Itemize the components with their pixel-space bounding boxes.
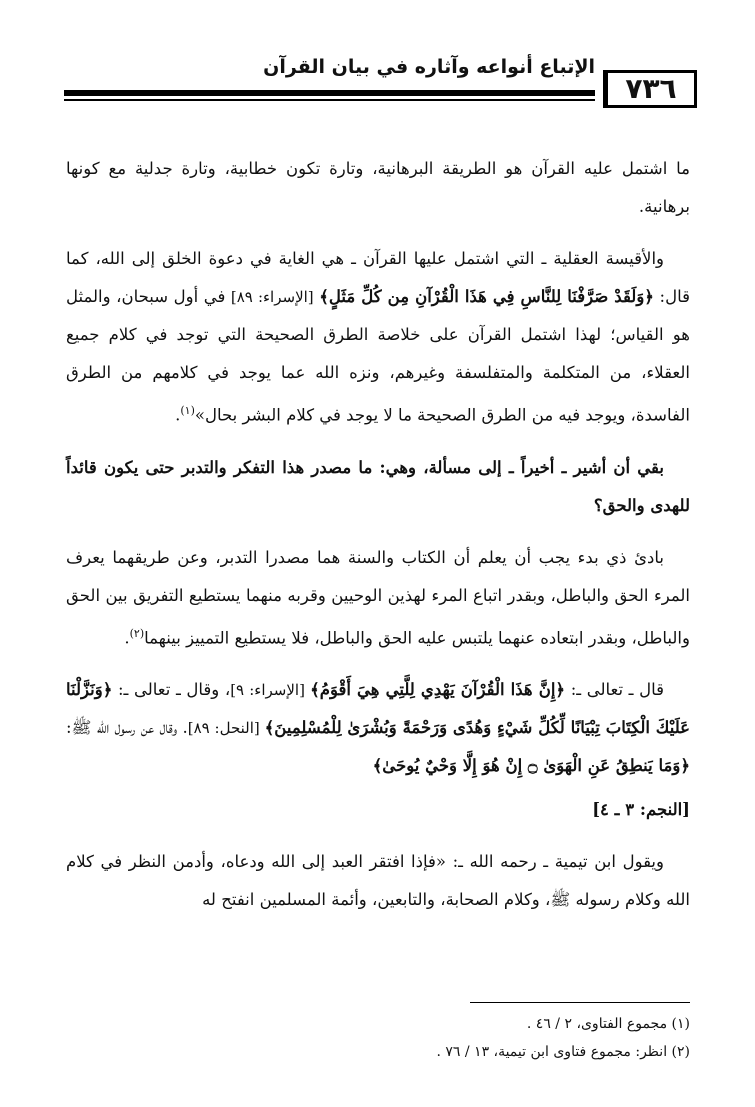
paragraph-2-text-a: والأقيسة العقلية ـ التي اشتمل عليها القرآن ـ هي الغاية في دعوة الخلق إلى الله، كما قال: — [66, 249, 690, 306]
running-title: الإتباع أنواعه وآثاره في بيان القرآن — [263, 56, 595, 78]
quran-verse-isra-89: ﴿وَلَقَدْ صَرَّفْنَا لِلنَّاسِ فِي هَذَا الْقُرْآنِ مِن كُلِّ مَثَلٍ﴾ — [319, 287, 654, 306]
page-header — [30, 52, 725, 104]
paragraph-5-text-c: . وقال عن رسول الله ﷺ: — [66, 718, 188, 737]
verse-reference-najm: [النجم: ٣ ـ ٤] — [592, 800, 690, 819]
paragraph-4 — [66, 539, 690, 658]
paragraph-2 — [66, 240, 690, 435]
quran-verse-isra-9: ﴿إِنَّ هَذَا الْقُرْآنَ يَهْدِي لِلَّتِي هِيَ أَقْوَمُ﴾ — [310, 680, 566, 699]
paragraph-3: بقي أن أشير ـ أخيراً ـ إلى مسألة، وهي: ما مصدر هذا التفكر والتدبر حتى يكون قائداً للهدى والحق؟ — [66, 457, 690, 515]
quran-verse-najm-3-4: ﴿وَمَا يَنطِقُ عَنِ الْهَوَىٰ ۝ إِنْ هُوَ إِلَّا وَحْيٌ يُوحَىٰ﴾ — [372, 756, 690, 775]
paragraph-5-text-a: قال ـ تعالى ـ: — [565, 680, 664, 699]
header-rule-thin — [64, 99, 595, 101]
paragraph-2-end: . — [175, 405, 181, 425]
header-rule-thick — [64, 90, 595, 96]
quran-verse-nahl-89: ﴿وَنَزَّلْنَا عَلَيْكَ الْكِتَابَ تِبْيَانًا لِّكُلِّ شَيْءٍ وَهُدًى وَرَحْمَةً وَبُشْرَىٰ لِلْمُسْلِمِينَ﴾ — [66, 680, 690, 737]
paragraph-4-end: . — [124, 628, 130, 647]
verse-reference-nahl-89: [النحل: ٨٩] — [187, 719, 265, 737]
body-text — [66, 150, 690, 933]
paragraph-4-text: بادئ ذي بدء يجب أن يعلم أن الكتاب والسنة هما مصدرا التدبر، وعن طريقهما يعرف المرء الحق والباطل، وبقدر اتباع المرء لهذين الوحيين وقربه منهما يستطيع التفريق بين الحق والباطل، وبقدر ابتعاده عنهما يلتبس عليه الحق والباطل، فلا يستطيع التمييز بينهما — [66, 547, 690, 647]
footnotes — [200, 1010, 690, 1066]
page-number: ٧٣٦ — [603, 70, 697, 108]
verse-reference-isra-9: [الإسراء: ٩] — [230, 681, 311, 699]
paragraph-6: ويقول ابن تيمية ـ رحمه الله ـ: «فإذا افتقر العبد إلى الله ودعاه، وأدمن النظر في كلام الله وكلام رسوله ﷺ، وكلام الصحابة، والتابعين، وأئمة المسلمين انفتح له — [66, 852, 690, 909]
footnote-separator — [470, 1002, 690, 1003]
paragraph-5 — [66, 671, 690, 785]
footnote-marker-2: (٢) — [129, 626, 145, 640]
verse-reference: [الإسراء: ٨٩] — [230, 288, 314, 306]
paragraph-5-text-b: ، وقال ـ تعالى ـ: — [112, 680, 231, 699]
footnote-2: (٢) انظر: مجموع فتاوى ابن تيمية، ١٣ / ٧٦ . — [436, 1044, 690, 1060]
paragraph-2-text-b: في أول سبحان، والمثل هو القياس؛ لهذا اشتمل القرآن على خلاصة الطرق الصحيحة التي توجد في كلام جميع العقلاء، من المتكلمة والمتفلسفة وغيرهم، ونزه الله عما يوجد في كلامهم من الطرق الفاسدة، ويوجد فيه من الطرق الصحيحة ما لا يوجد في كلام البشر بحال» — [66, 287, 690, 425]
footnote-1: (١) مجموع الفتاوى، ٢ / ٤٦ . — [526, 1016, 690, 1032]
paragraph-1: ما اشتمل عليه القرآن هو الطريقة البرهانية، وتارة تكون خطابية، وتارة جدلية مع كونها برهانية. — [66, 159, 690, 216]
footnote-marker-1: (١) — [180, 404, 195, 417]
